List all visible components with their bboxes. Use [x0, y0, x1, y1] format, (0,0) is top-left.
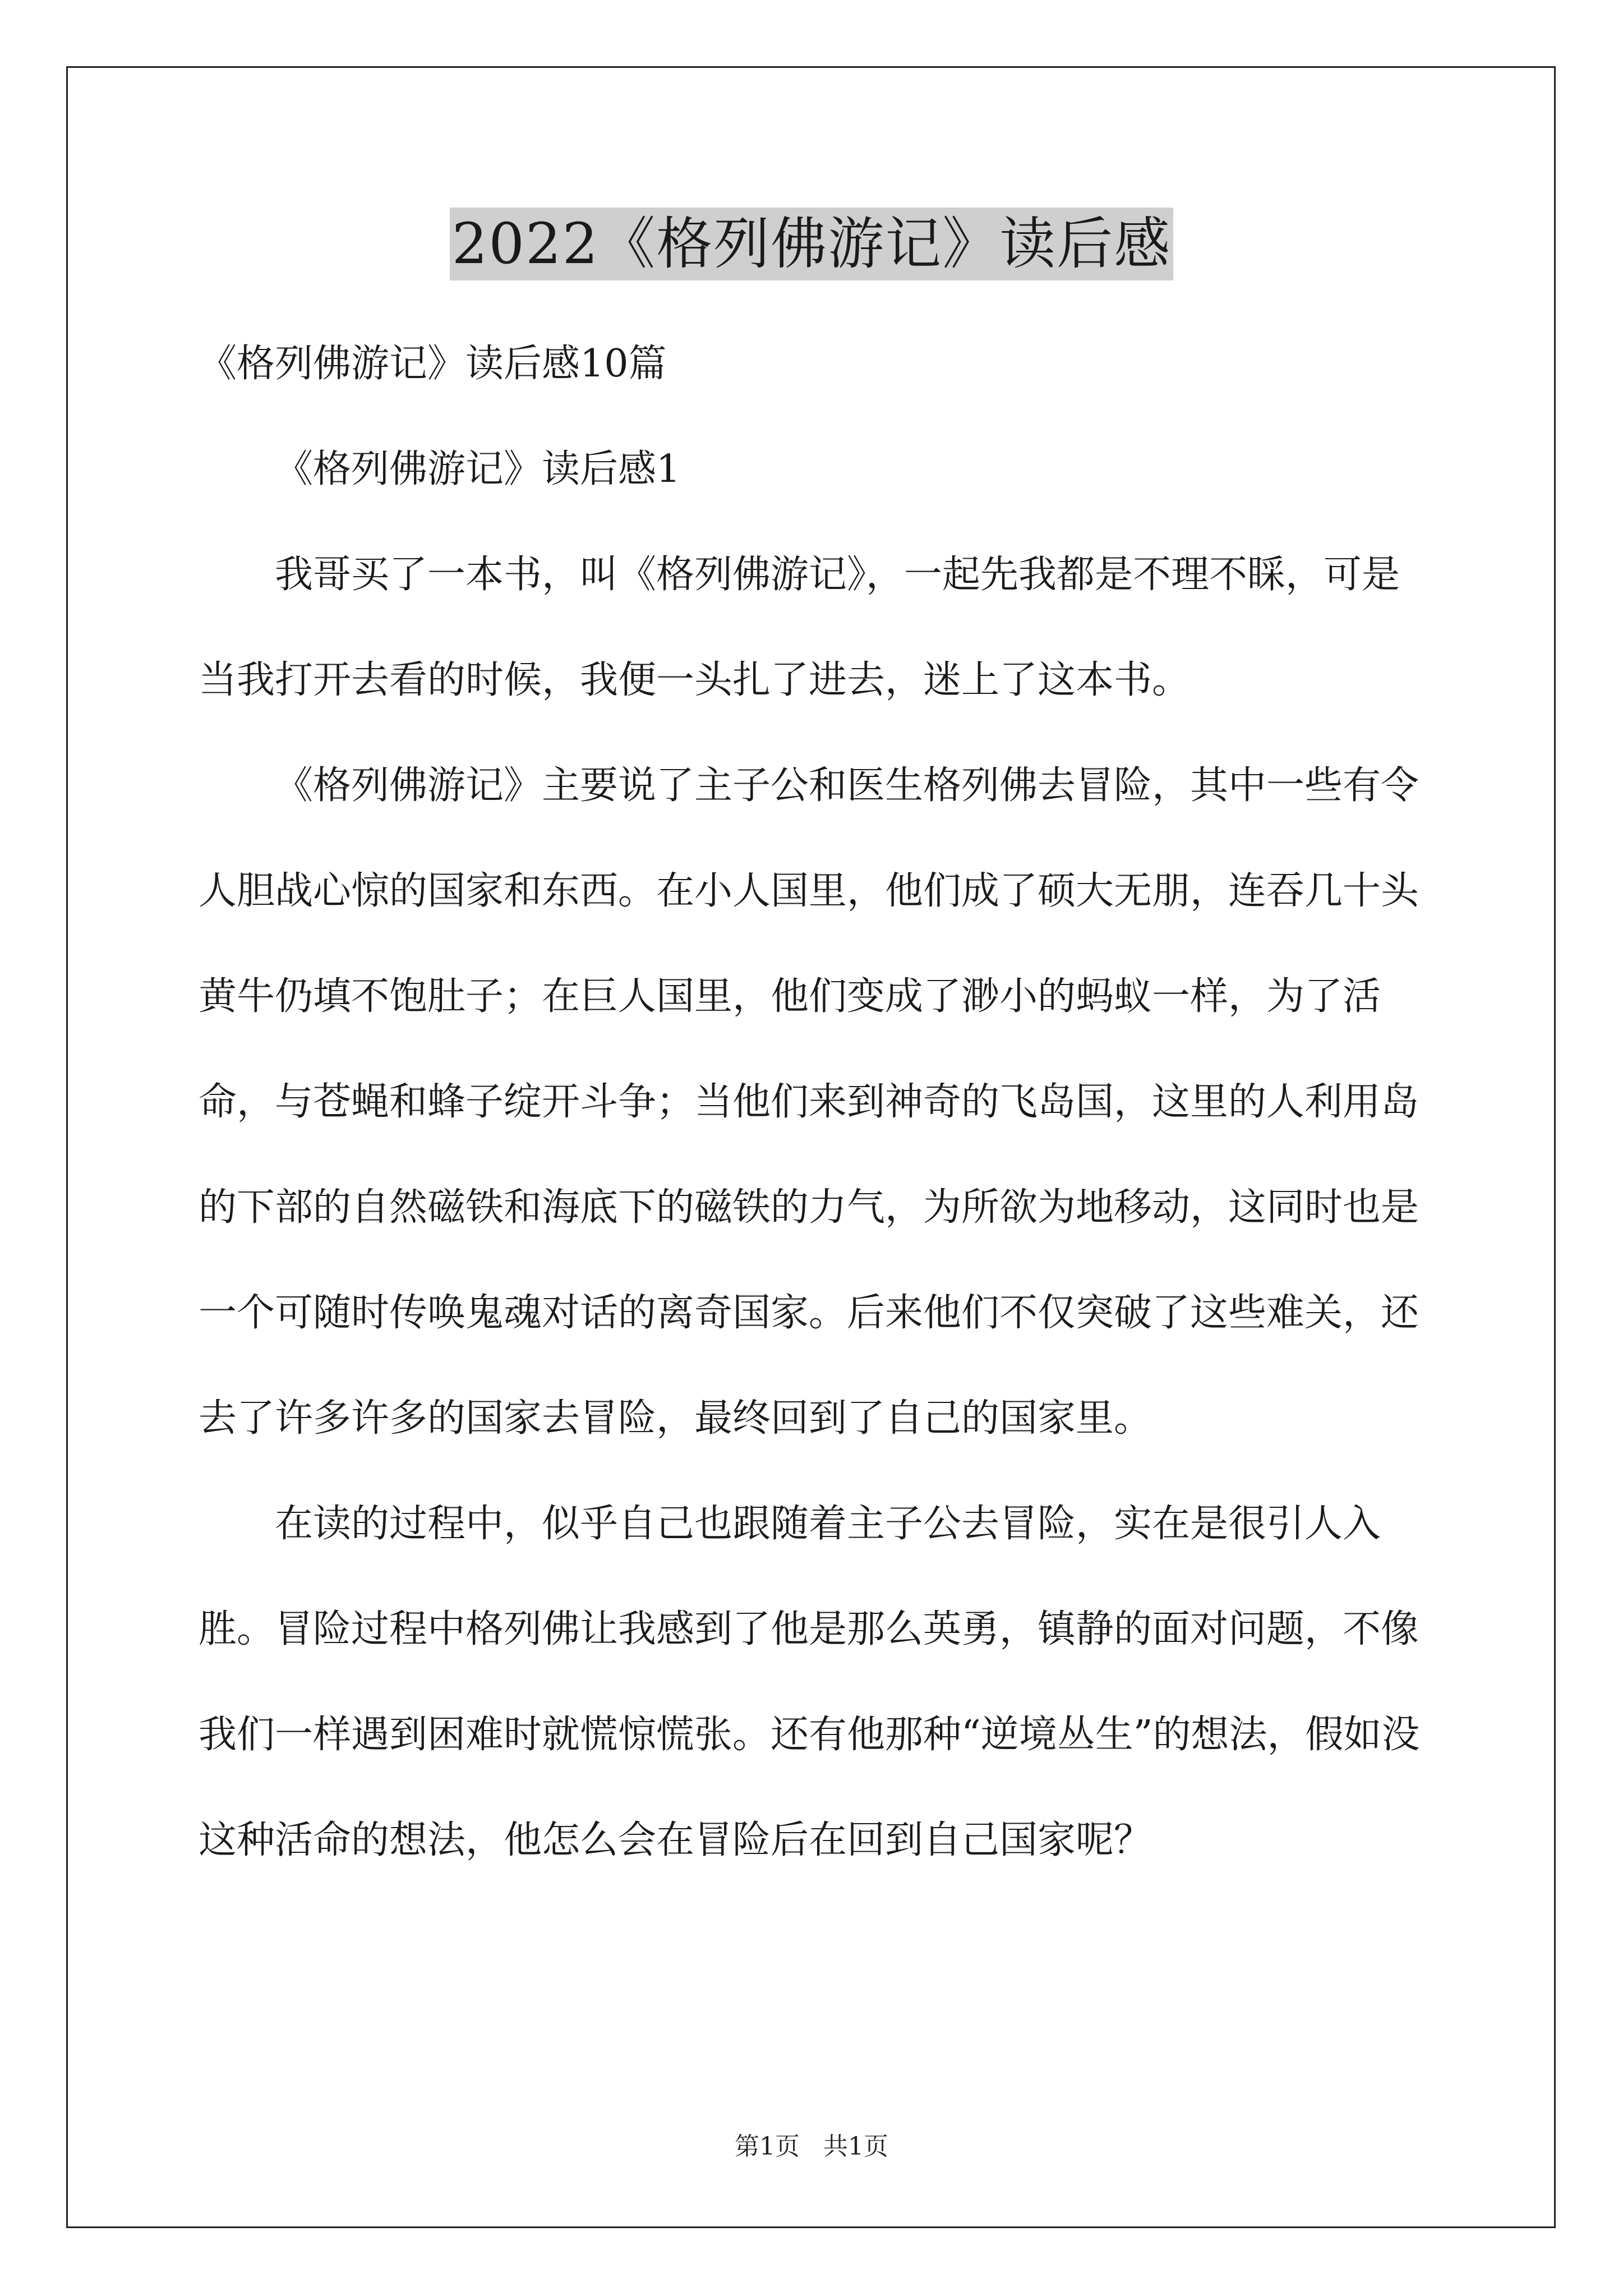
document-subtitle: 《格列佛游记》读后感10篇 [199, 342, 667, 386]
page-footer [0, 2126, 1623, 2162]
paragraph: 我哥买了一本书，叫《格列佛游记》，一起先我都是不理不睬，可是当我打开去看的时候，我便一头扎了进去，迷上了这本书。 [199, 553, 1400, 702]
paragraph: 《格列佛游记》主要说了主子公和医生格列佛去冒险，其中一些有令人胆战心惊的国家和东西。在小人国里，他们成了硕大无朋，连吞几十头黄牛仍填不饱肚子；在巨人国里，他们变成了渺小的蚂蚁一样，为了活命，与苍蝇和蜂子绽开斗争；当他们来到神奇的飞岛国，这里的人利用岛的下部的自然磁铁和海底下的磁铁的力气，为所欲为地移动，这同时也是一个可随时传唤鬼魂对话的离奇国家。后来他们不仅突破了这些难关，还去了许多许多的国家去冒险，最终回到了自己的国家里。 [199, 763, 1419, 1441]
document-title: 2022《格列佛游记》读后感 [450, 208, 1174, 280]
document-body [199, 311, 1432, 1893]
page-total: 共1页 [823, 2132, 888, 2161]
section-heading: 《格列佛游记》读后感1 [275, 447, 681, 491]
page-number: 第1页 [735, 2132, 800, 2161]
title-container [0, 208, 1623, 280]
paragraph: 在读的过程中，似乎自己也跟随着主子公去冒险，实在是很引人入胜。冒险过程中格列佛让我感到了他是那么英勇，镇静的面对问题，不像我们一样遇到困难时就慌惊慌张。还有他那种“逆境丛生”的想法，假如没这种活命的想法，他怎么会在冒险后在回到自己国家呢？ [199, 1502, 1420, 1862]
